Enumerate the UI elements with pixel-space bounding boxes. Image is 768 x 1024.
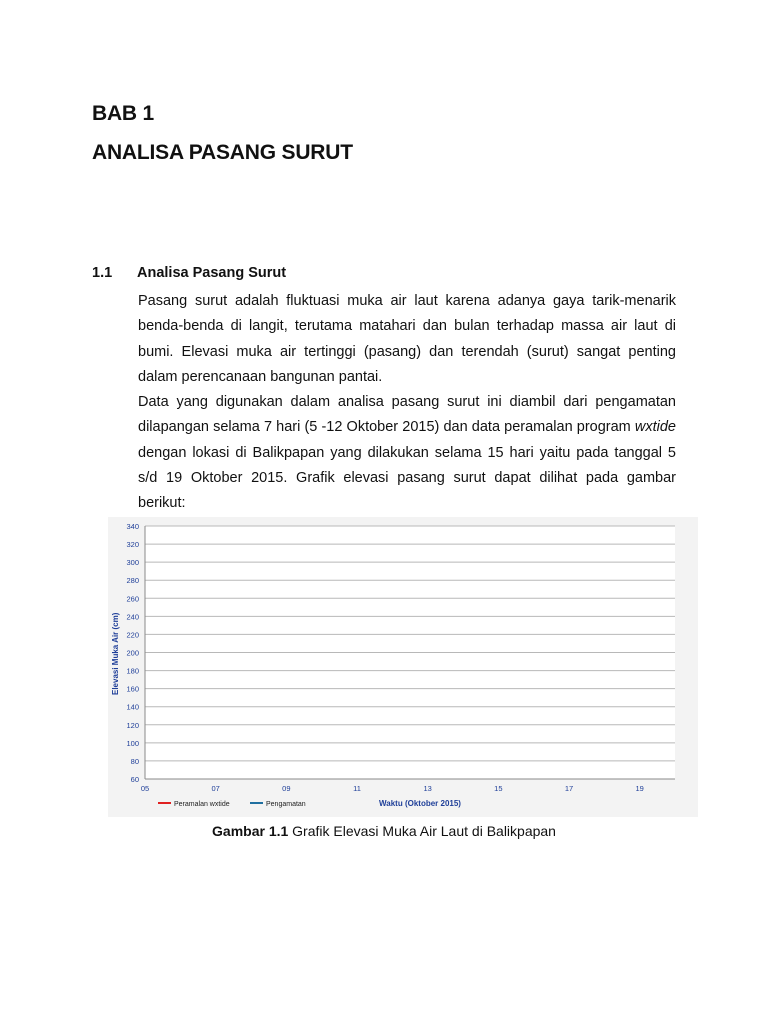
- chart-y-axis-label: Elevasi Muka Air (cm): [111, 612, 120, 695]
- tide-chart: [108, 517, 698, 817]
- y-tick-label: 80: [130, 756, 139, 766]
- section-heading: [92, 265, 286, 281]
- legend-label: Peramalan wxtide: [174, 801, 230, 808]
- y-tick-label: 340: [126, 522, 139, 531]
- legend-label: Pengamatan: [266, 801, 306, 808]
- figure-caption-label: Gambar 1.1: [212, 823, 289, 839]
- x-tick-label: 11: [353, 784, 361, 793]
- chart-canvas: [108, 517, 698, 817]
- x-axis-label: Waktu (Oktober 2015): [379, 799, 461, 808]
- paragraph-definition: Pasang surut adalah fluktuasi muka air laut karena adanya gaya tarik-menarik benda-benda di langit, terutama matahari dan bulan terhadap massa air laut di bumi. Elevasi muka air tertinggi (pasang) dan terendah (surut) sangat penting dalam perencanaan bangunan pantai.: [138, 293, 676, 385]
- x-tick-label: 07: [211, 784, 220, 793]
- x-tick-label: 19: [635, 784, 644, 793]
- x-tick-label: 05: [140, 784, 150, 793]
- y-tick-label: 100: [126, 738, 139, 748]
- x-tick-label: 09: [282, 784, 291, 793]
- y-tick-label: 320: [126, 540, 139, 550]
- section-title: Analisa Pasang Surut: [137, 265, 287, 281]
- paragraph-text: dengan lokasi di Balikpapan yang dilakukan selama 15 hari yaitu pada tanggal 5 s/d 19 Oktober 2015. Grafik elevasi pasang surut dapat dilihat pada gambar berikut:: [138, 444, 676, 512]
- paragraph-data-source: [138, 390, 676, 516]
- chapter-title: ANALISA PASANG SURUT: [92, 141, 353, 164]
- y-tick-label: 140: [126, 702, 139, 712]
- paragraph-text: Data yang digunakan dalam analisa pasang surut ini diambil dari pengamatan dilapangan selama 7 hari (5 -12 Oktober 2015) dan data peramalan program: [138, 394, 676, 436]
- y-tick-label: 180: [126, 666, 139, 676]
- y-tick-label: 280: [126, 576, 139, 586]
- figure-caption-text: Grafik Elevasi Muka Air Laut di Balikpapan: [288, 823, 556, 839]
- program-name: wxtide: [634, 419, 676, 436]
- y-tick-label: 120: [126, 720, 139, 730]
- y-tick-label: 160: [126, 684, 139, 694]
- section-number: 1.1: [92, 265, 113, 281]
- x-tick-label: 15: [494, 784, 503, 793]
- figure-caption: [0, 823, 768, 839]
- y-tick-label: 260: [126, 594, 139, 604]
- x-tick-label: 17: [564, 784, 574, 793]
- chapter-heading: BAB 1: [92, 102, 155, 125]
- x-tick-label: 13: [423, 784, 432, 793]
- y-tick-label: 240: [126, 612, 139, 622]
- y-tick-label: 200: [126, 648, 139, 658]
- y-tick-label: 220: [126, 630, 139, 640]
- y-tick-label: 60: [130, 775, 139, 784]
- y-tick-label: 300: [126, 558, 139, 568]
